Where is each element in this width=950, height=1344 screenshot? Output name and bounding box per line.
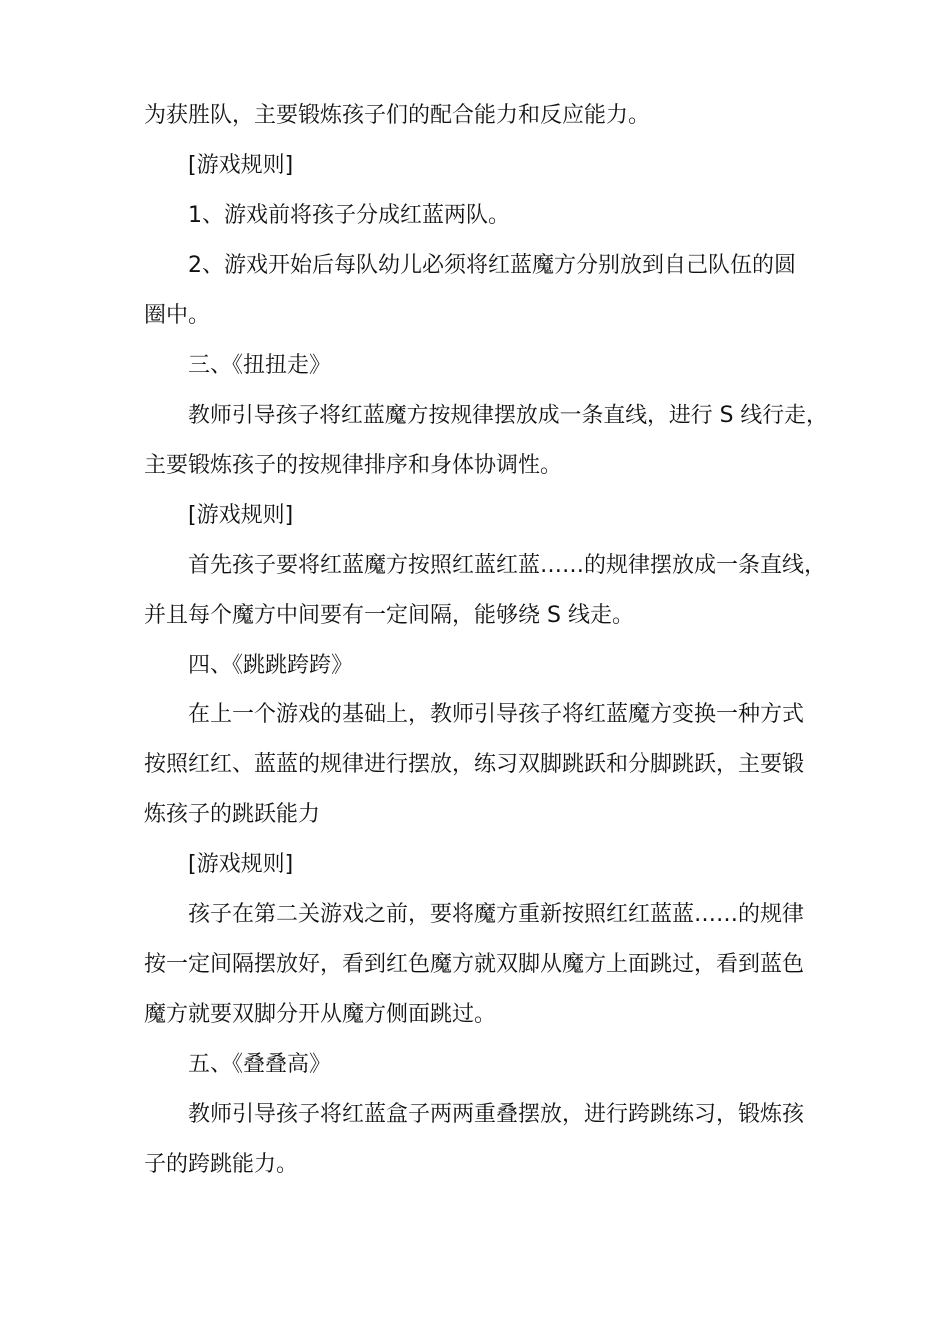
section-label-rules: [游戏规则] (188, 153, 294, 178)
text-line: 子的跨跳能力。 (144, 1152, 299, 1177)
text-line: 圈中。 (144, 303, 211, 328)
section-heading: 三、《扭扭走》 (188, 353, 332, 378)
text-line: 在上一个游戏的基础上，教师引导孩子将红蓝魔方变换一种方式 (188, 702, 805, 727)
text-line: 炼孩子的跳跃能力 (144, 802, 321, 827)
text-line: 2、游戏开始后每队幼儿必须将红蓝魔方分别放到自己队伍的圆 (188, 253, 796, 278)
text-line: 孩子在第二关游戏之前，要将魔方重新按照红红蓝蓝……的规律 (188, 902, 805, 927)
section-heading: 四、《跳跳跨跨》 (188, 653, 354, 678)
section-label-rules: [游戏规则] (188, 503, 294, 528)
text-line: 按一定间隔摆放好，看到红色魔方就双脚从魔方上面跳过，看到蓝色 (144, 952, 805, 977)
text-line: 教师引导孩子将红蓝魔方按规律摆放成一条直线，进行 S 线行走， (188, 403, 828, 428)
text-line: 按照红红、蓝蓝的规律进行摆放，练习双脚跳跃和分脚跳跃，主要锻 (144, 752, 805, 777)
text-line: 教师引导孩子将红蓝盒子两两重叠摆放，进行跨跳练习，锻炼孩 (188, 1102, 805, 1127)
text-line: 1、游戏前将孩子分成红蓝两队。 (188, 203, 510, 228)
text-line: 魔方就要双脚分开从魔方侧面跳过。 (144, 1002, 497, 1027)
section-heading: 五、《叠叠高》 (188, 1052, 332, 1077)
section-label-rules: [游戏规则] (188, 852, 294, 877)
text-line: 并且每个魔方中间要有一定间隔，能够绕 S 线走。 (144, 603, 634, 628)
text-line: 首先孩子要将红蓝魔方按照红蓝红蓝……的规律摆放成一条直线， (188, 553, 827, 578)
text-line: 为获胜队，主要锻炼孩子们的配合能力和反应能力。 (144, 103, 651, 128)
text-line: 主要锻炼孩子的按规律排序和身体协调性。 (144, 453, 563, 478)
